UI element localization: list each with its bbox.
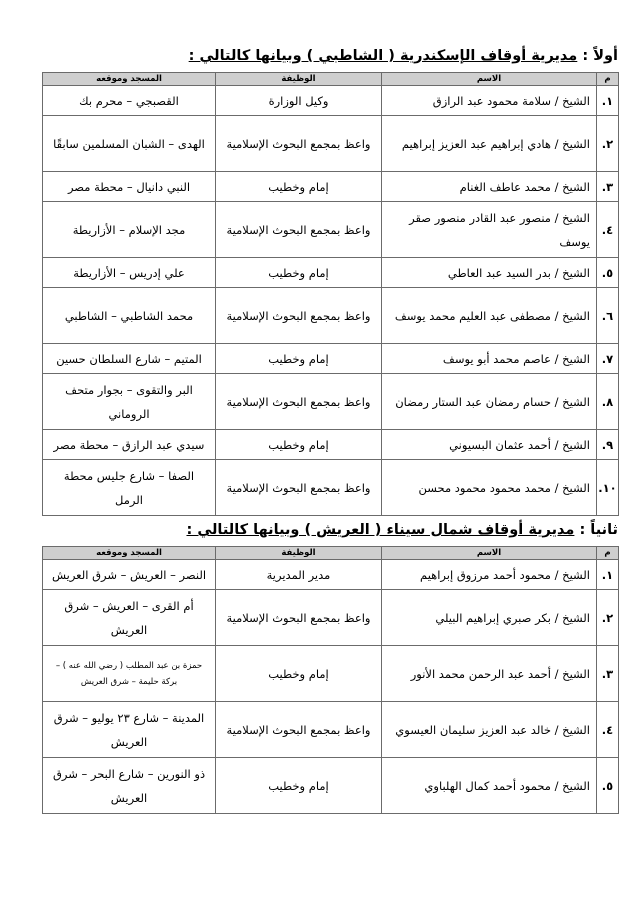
table-header-row (43, 73, 619, 86)
row-num: ٢. (597, 590, 619, 646)
row-num: ٤. (597, 702, 619, 758)
table-row (43, 374, 619, 430)
header-job: الوظيفة (216, 547, 382, 560)
table-row (43, 560, 619, 590)
row-job: واعظ بمجمع البحوث الإسلامية (216, 702, 382, 758)
row-job: واعظ بمجمع البحوث الإسلامية (216, 374, 382, 430)
header-name: الاسم (382, 73, 597, 86)
row-name: الشيخ / هادي إبراهيم عبد العزيز إبراهيم (382, 116, 597, 172)
table-row (43, 590, 619, 646)
header-num: م (597, 73, 619, 86)
header-name: الاسم (382, 547, 597, 560)
row-num: ١٠. (597, 460, 619, 516)
row-mosque: الصفا – شارع جليس محطة الرمل (43, 460, 216, 516)
row-name: الشيخ / مصطفى عبد العليم محمد يوسف (382, 288, 597, 344)
table-row (43, 344, 619, 374)
row-mosque: المتيم – شارع السلطان حسين (43, 344, 216, 374)
row-mosque: البر والتقوى – بجوار متحف الروماني (43, 374, 216, 430)
row-num: ٥. (597, 258, 619, 288)
row-mosque: ذو النورين – شارع البحر – شرق العريش (43, 758, 216, 814)
header-num: م (597, 547, 619, 560)
row-job: إمام وخطيب (216, 258, 382, 288)
section1-title-main: مديرية أوقاف الإسكندرية ( الشاطبي ) وبيانها كالتالي : (188, 48, 578, 64)
row-job: إمام وخطيب (216, 172, 382, 202)
table-row (43, 646, 619, 702)
table-row (43, 116, 619, 172)
row-mosque: مجد الإسلام – الأزاريطة (43, 202, 216, 258)
table-row (43, 288, 619, 344)
row-num: ٤. (597, 202, 619, 258)
row-mosque: سيدي عبد الرازق – محطة مصر (43, 430, 216, 460)
row-name: الشيخ / محمد محمود محمود محسن (382, 460, 597, 516)
header-job: الوظيفة (216, 73, 382, 86)
section2-title (186, 522, 618, 538)
row-mosque: محمد الشاطبي – الشاطبي (43, 288, 216, 344)
row-job: واعظ بمجمع البحوث الإسلامية (216, 288, 382, 344)
row-job: إمام وخطيب (216, 646, 382, 702)
row-name: الشيخ / سلامة محمود عبد الرازق (382, 86, 597, 116)
header-mosque: المسجد وموقعه (43, 73, 216, 86)
row-job: إمام وخطيب (216, 344, 382, 374)
row-name: الشيخ / بدر السيد عبد العاطي (382, 258, 597, 288)
section2-table (42, 546, 619, 814)
row-num: ٣. (597, 646, 619, 702)
table-row (43, 758, 619, 814)
row-num: ٩. (597, 430, 619, 460)
row-name: الشيخ / عاصم محمد أبو يوسف (382, 344, 597, 374)
row-mosque: المدينة – شارع ٢٣ يوليو – شرق العريش (43, 702, 216, 758)
table-row (43, 430, 619, 460)
row-num: ٧. (597, 344, 619, 374)
section1-title-prefix: أولاً : (582, 48, 618, 64)
row-mosque: القصبجي – محرم بك (43, 86, 216, 116)
row-num: ٥. (597, 758, 619, 814)
row-job: واعظ بمجمع البحوث الإسلامية (216, 116, 382, 172)
row-num: ٦. (597, 288, 619, 344)
table-row (43, 702, 619, 758)
row-name: الشيخ / أحمد عثمان البسيوني (382, 430, 597, 460)
row-num: ٨. (597, 374, 619, 430)
section2-title-prefix: ثانياً : (579, 522, 618, 538)
row-job: واعظ بمجمع البحوث الإسلامية (216, 460, 382, 516)
table-row (43, 460, 619, 516)
row-name: الشيخ / محمد عاطف الغنام (382, 172, 597, 202)
row-num: ١. (597, 560, 619, 590)
table-header-row (43, 547, 619, 560)
row-job: وكيل الوزارة (216, 86, 382, 116)
row-name: الشيخ / محمود أحمد كمال الهلباوي (382, 758, 597, 814)
table-row (43, 258, 619, 288)
header-mosque: المسجد وموقعه (43, 547, 216, 560)
row-name: الشيخ / محمود أحمد مرزوق إبراهيم (382, 560, 597, 590)
row-job: إمام وخطيب (216, 430, 382, 460)
row-num: ٣. (597, 172, 619, 202)
row-job: واعظ بمجمع البحوث الإسلامية (216, 590, 382, 646)
row-num: ٢. (597, 116, 619, 172)
row-name: الشيخ / بكر صبري إبراهيم البيلي (382, 590, 597, 646)
row-mosque: أم القرى – العريش – شرق العريش (43, 590, 216, 646)
row-mosque: علي إدريس – الأزاريطة (43, 258, 216, 288)
row-job: إمام وخطيب (216, 758, 382, 814)
row-mosque: الهدى – الشبان المسلمين سابقًا (43, 116, 216, 172)
section2-title-main: مديرية أوقاف شمال سيناء ( العريش ) وبيانها كالتالي : (186, 522, 575, 538)
row-num: ١. (597, 86, 619, 116)
row-job: واعظ بمجمع البحوث الإسلامية (216, 202, 382, 258)
row-mosque: حمزة بن عبد المطلب ( رضي الله عنه ) – بركة حليمة – شرق العريش (43, 646, 216, 702)
row-name: الشيخ / أحمد عبد الرحمن محمد الأنور (382, 646, 597, 702)
section1-title (189, 48, 618, 64)
row-job: مدير المديرية (216, 560, 382, 590)
row-name: الشيخ / خالد عبد العزيز سليمان العيسوي (382, 702, 597, 758)
row-name: الشيخ / منصور عبد القادر منصور صقر يوسف (382, 202, 597, 258)
row-mosque: النصر – العريش – شرق العريش (43, 560, 216, 590)
table-row (43, 86, 619, 116)
row-mosque: النبي دانيال – محطة مصر (43, 172, 216, 202)
table-row (43, 202, 619, 258)
section1-table (42, 72, 619, 516)
table-row (43, 172, 619, 202)
row-name: الشيخ / حسام رمضان عبد الستار رمضان (382, 374, 597, 430)
